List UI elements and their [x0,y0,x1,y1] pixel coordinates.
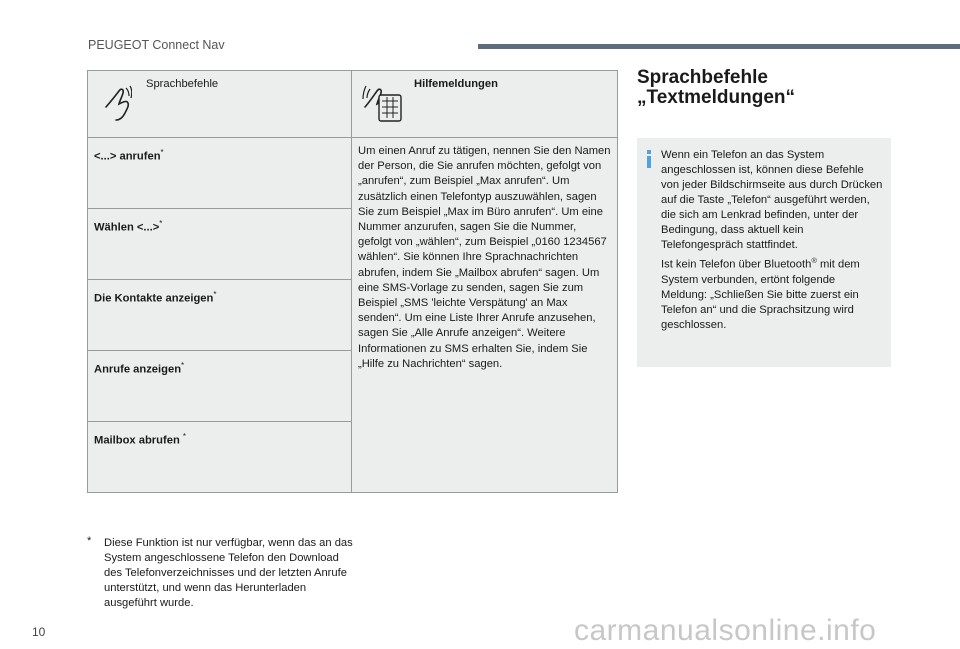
info-text-2 [661,253,883,333]
page-number: 10 [32,625,46,639]
info-text-2b: mit dem System verbunden, ertönt folgende Meldung: „Schließen Sie bitte zuerst ein Telefon an“ und die Sprachsitzung wird geschlossen. [661,258,860,331]
table-header-cell-commands [88,71,352,138]
command-text: Die Kontakte anzeigen [94,292,214,305]
footnote-mark: * [182,432,187,441]
registered-mark: ® [811,256,817,265]
command-cell [88,138,352,209]
command-cell [88,422,352,493]
voice-help-icon [362,83,404,123]
header-bar [478,44,960,49]
voice-command-icon [102,85,132,121]
footnote-mark: * [160,148,164,157]
watermark: carmanualsonline.info [574,614,877,647]
footnote-mark: * [213,290,217,299]
info-icon [646,150,652,168]
command-text: <...> anrufen [94,150,161,163]
table-header-cell-help [352,71,618,138]
command-cell [88,209,352,280]
footnote-mark: * [181,361,185,370]
command-cell [88,351,352,422]
command-text: Anrufe anzeigen [94,363,182,376]
command-text: Mailbox abrufen [94,434,183,447]
footnote-text: Diese Funktion ist nur verfügbar, wenn das an das System angeschlossene Telefon den Download des Telefonverzeichnisses und der letzten Anrufe unterstützt, und wenn das Herunterladen ausgeführt wurde. [104,537,353,609]
header-title: PEUGEOT Connect Nav [88,38,225,52]
table-header-commands: Sprachbefehle [146,78,219,90]
info-text-2a: Ist kein Telefon über Bluetooth [661,258,812,271]
footnote-star: * [87,535,92,547]
info-box [637,138,891,367]
help-message-cell [352,138,618,493]
footnote-mark: * [159,219,163,228]
section-title [637,68,795,108]
help-message-text: Um einen Anruf zu tätigen, nennen Sie den Namen der Person, die Sie anrufen möchten, gefolgt von „anrufen“, zum Beispiel „Max anrufen“. Um zusätzlich einen Telefontyp auszuwählen, sagen Sie zum Beispiel „Max im Büro anrufen“. Um eine Nummer anzurufen, sagen Sie die Nummer, gefolgt von „wählen“, zum Beispiel „0160 1234567 wählen“. Sie können Ihre Sprachnachrichten abrufen, indem Sie „Mailbox abrufen“ sagen. Um eine SMS-Vorlage zu senden, sagen Sie zum Beispiel „SMS 'leichte Verspätung' an Max senden“. Um eine Liste Ihrer Anrufe anzusehen, sagen Sie „Alle Anrufe anzeigen“. Weitere Informationen zu SMS erhalten Sie, indem Sie „Hilfe zu Nachrichten“ sagen. [358,145,611,370]
command-cell [88,280,352,351]
table-header-help: Hilfemeldungen [414,78,498,90]
section-title-line1: Sprachbefehle [637,67,768,88]
section-title-line2: „Textmeldungen“ [637,87,795,108]
info-text-1: Wenn ein Telefon an das System angeschlossen ist, können diese Befehle von jeder Bildschirmseite aus durch Drücken auf die Taste „Telefon“ ausgeführt werden, die sich am Lenkrad befinden, unter der Bedingung, dass aktuell kein Telefongespräch stattfindet. [661,149,883,251]
voice-commands-table [87,70,618,493]
footnote [87,536,357,611]
command-text: Wählen <...> [94,221,160,234]
